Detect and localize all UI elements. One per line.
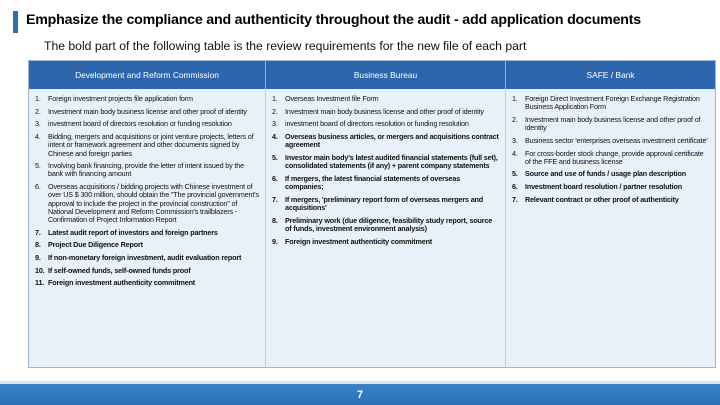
requirement-text: Relevant contract or other proof of authenticity: [525, 194, 679, 204]
requirement-text: Investment main body business license and other proof of identity: [525, 114, 701, 133]
requirement-number: 2.: [35, 106, 41, 116]
requirement-number: 7.: [272, 194, 278, 204]
requirement-item: [272, 108, 499, 116]
safe-bank-requirements-cell: [506, 89, 715, 367]
requirement-text: Investment main body business license and other proof of identity: [48, 106, 247, 116]
requirement-item: [272, 154, 499, 170]
requirement-item: [35, 162, 259, 178]
requirement-text: Foreign investment projects file application form: [48, 94, 193, 103]
requirement-number: 3.: [35, 119, 41, 129]
requirement-number: 3.: [512, 135, 518, 145]
requirement-number: 4.: [512, 148, 518, 158]
requirement-text: Overseas Investment file Form: [285, 94, 379, 103]
requirement-item: [272, 238, 499, 246]
requirement-text: Preliminary work (due diligence, feasibility study report, source of funds, investment environment analysis): [285, 215, 493, 233]
requirement-number: 8.: [272, 215, 278, 225]
requirement-number: 10.: [35, 265, 45, 275]
requirement-number: 7.: [512, 194, 518, 204]
requirement-text: Involving bank financing, provide the letter of intent issued by the bank with financing amount: [48, 161, 244, 179]
requirement-text: If non-monetary foreign investment, audit evaluation report: [48, 253, 242, 263]
requirement-item: [272, 217, 499, 233]
requirement-number: 1.: [512, 94, 518, 103]
requirement-text: Foreign Direct Investment Foreign Exchange Registration Business Application Form: [525, 94, 700, 112]
requirement-item: [35, 133, 259, 158]
requirement-text: investment board of directors resolution or funding resolution: [48, 119, 232, 129]
requirement-item: [272, 175, 499, 191]
requirement-number: 5.: [272, 153, 278, 163]
table-body: [29, 89, 715, 367]
column-header-business-bureau: Business Bureau: [266, 61, 506, 89]
requirement-item: [35, 229, 259, 237]
requirement-text: Foreign investment authenticity commitment: [285, 236, 433, 246]
requirement-number: 2.: [272, 106, 278, 116]
page-number: 7: [356, 388, 364, 401]
safe-bank-requirements-list: [512, 95, 709, 204]
requirement-number: 9.: [272, 236, 278, 246]
column-header-ndrc: Development and Reform Commission: [29, 61, 266, 89]
requirement-item: [512, 150, 709, 166]
requirement-text: Overseas acquisitions / bidding projects with Chinese investment of over US $ 300 million, should obtain the "The provincial government's approval to include the project in the provincial construction" of National Development and Reform Commission's trailblazers - Confirmation of Project Information Report: [48, 182, 259, 224]
ndrc-requirements-list: [35, 95, 259, 288]
requirement-item: [35, 279, 259, 287]
column-header-safe-bank: SAFE / Bank: [586, 70, 635, 80]
requirement-item: [272, 120, 499, 128]
requirement-item: [35, 183, 259, 224]
requirement-item: [35, 95, 259, 103]
requirement-number: 4.: [35, 132, 41, 142]
requirement-item: [272, 95, 499, 103]
requirement-text: Business sector 'enterprises overseas investment certificate': [525, 135, 708, 145]
requirement-item: [35, 254, 259, 262]
requirement-number: 9.: [35, 253, 41, 263]
requirement-number: 6.: [35, 182, 41, 192]
requirement-text: If mergers, the latest financial statements of overseas companies;: [285, 173, 461, 192]
requirement-item: [512, 116, 709, 132]
requirement-text: Foreign investment authenticity commitment: [48, 278, 196, 288]
requirements-table: [28, 60, 716, 368]
requirement-number: 5.: [35, 161, 41, 171]
requirement-number: 8.: [35, 240, 41, 250]
requirement-item: [272, 133, 499, 149]
requirement-text: For cross-border stock change, provide approval certificate of the FFE and business license: [525, 148, 704, 166]
requirement-number: 7.: [35, 227, 41, 237]
requirement-text: Investment main body business license and other proof of identity: [285, 106, 484, 116]
page-title: Emphasize the compliance and authenticity throughout the audit - add application documents: [26, 12, 641, 28]
ndrc-requirements-cell: [29, 89, 266, 367]
requirement-number: 6.: [512, 182, 518, 192]
requirement-item: [35, 108, 259, 116]
requirement-item: [512, 183, 709, 191]
requirement-text: Project Due Diligence Report: [48, 240, 143, 250]
table-header-row: [29, 61, 715, 89]
requirement-item: [35, 120, 259, 128]
requirement-number: 3.: [272, 119, 278, 129]
requirement-item: [512, 196, 709, 204]
requirement-item: [35, 267, 259, 275]
requirement-text: Latest audit report of investors and foreign partners: [48, 227, 218, 237]
requirement-number: 2.: [512, 114, 518, 124]
requirement-text: Investor main body's latest audited financial statements (full set), consolidated statements (if any) + parent company statements: [285, 153, 498, 171]
requirement-item: [512, 137, 709, 145]
title-accent-bar: [13, 11, 18, 33]
requirement-number: 5.: [512, 169, 518, 179]
business-bureau-requirements-cell: [266, 89, 506, 367]
requirement-text: If self-owned funds, self-owned funds proof: [48, 265, 191, 275]
requirement-text: Overseas business articles, or mergers and acquisitions contract agreement: [285, 132, 499, 150]
requirement-item: [512, 95, 709, 111]
requirement-text: If mergers, 'preliminary report form of overseas mergers and acquisitions': [285, 194, 484, 213]
footer-bar: [0, 384, 720, 405]
requirement-number: 11.: [35, 278, 45, 288]
business-bureau-requirements-list: [272, 95, 499, 246]
requirement-item: [35, 241, 259, 249]
requirement-text: Investment board resolution / partner resolution: [525, 182, 682, 192]
requirement-number: 1.: [35, 94, 41, 103]
requirement-text: Source and use of funds / usage plan description: [525, 169, 686, 179]
requirement-text: investment board of directors resolution or funding resolution: [285, 119, 469, 129]
requirement-number: 6.: [272, 173, 278, 183]
requirement-item: [272, 196, 499, 212]
requirement-text: Bidding, mergers and acquisitions or joint venture projects, letters of intent or framework agreement and other documents signed by Chinese and foreign parties: [48, 132, 254, 158]
requirement-number: 4.: [272, 132, 278, 142]
page-subtitle: The bold part of the following table is the review requirements for the new file of each part: [44, 39, 527, 53]
requirement-number: 1.: [272, 94, 278, 103]
requirement-item: [512, 170, 709, 178]
